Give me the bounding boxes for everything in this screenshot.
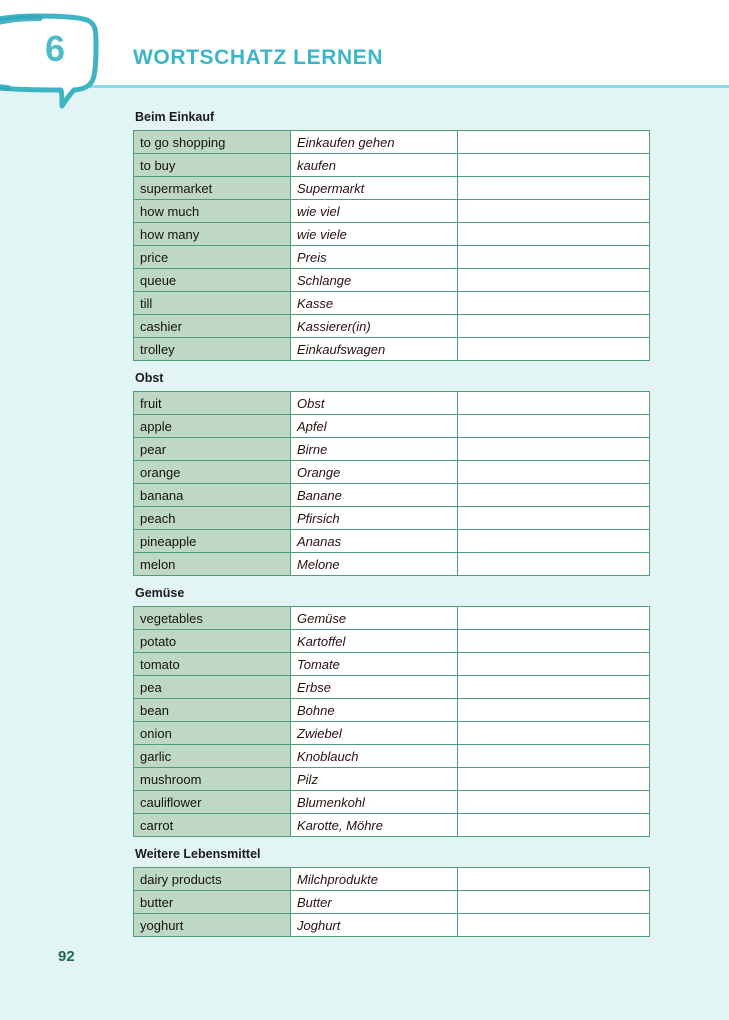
english-term-cell: fruit bbox=[134, 392, 291, 415]
english-term-cell: to buy bbox=[134, 154, 291, 177]
english-term-cell: pea bbox=[134, 676, 291, 699]
table-row bbox=[134, 630, 650, 653]
notes-write-in-cell[interactable] bbox=[458, 484, 650, 507]
notes-write-in-cell[interactable] bbox=[458, 338, 650, 361]
notes-write-in-cell[interactable] bbox=[458, 868, 650, 891]
table-row bbox=[134, 791, 650, 814]
table-row bbox=[134, 891, 650, 914]
english-term-cell: butter bbox=[134, 891, 291, 914]
english-term-cell: pineapple bbox=[134, 530, 291, 553]
notes-write-in-cell[interactable] bbox=[458, 392, 650, 415]
table-row bbox=[134, 269, 650, 292]
vocabulary-content bbox=[133, 108, 630, 939]
notes-write-in-cell[interactable] bbox=[458, 246, 650, 269]
table-row bbox=[134, 415, 650, 438]
section-title: Gemüse bbox=[135, 586, 185, 600]
english-term-cell: price bbox=[134, 246, 291, 269]
chapter-number: 6 bbox=[44, 28, 66, 69]
notes-write-in-cell[interactable] bbox=[458, 722, 650, 745]
vocab-table bbox=[133, 867, 650, 937]
table-row bbox=[134, 653, 650, 676]
notes-write-in-cell[interactable] bbox=[458, 177, 650, 200]
vocab-table bbox=[133, 130, 650, 361]
german-term-cell: Knoblauch bbox=[291, 745, 458, 768]
german-term-cell: Pfirsich bbox=[291, 507, 458, 530]
german-term-cell: wie viel bbox=[291, 200, 458, 223]
german-term-cell: Einkaufen gehen bbox=[291, 131, 458, 154]
notes-write-in-cell[interactable] bbox=[458, 200, 650, 223]
german-term-cell: Tomate bbox=[291, 653, 458, 676]
english-term-cell: bean bbox=[134, 699, 291, 722]
german-term-cell: Milchprodukte bbox=[291, 868, 458, 891]
vocab-section bbox=[133, 363, 630, 576]
german-term-cell: Einkaufswagen bbox=[291, 338, 458, 361]
vocab-table bbox=[133, 606, 650, 837]
notes-write-in-cell[interactable] bbox=[458, 530, 650, 553]
german-term-cell: Zwiebel bbox=[291, 722, 458, 745]
english-term-cell: onion bbox=[134, 722, 291, 745]
section-title: Beim Einkauf bbox=[135, 110, 215, 124]
section-title: Obst bbox=[135, 371, 164, 385]
table-row bbox=[134, 868, 650, 891]
german-term-cell: Preis bbox=[291, 246, 458, 269]
table-row bbox=[134, 768, 650, 791]
notes-write-in-cell[interactable] bbox=[458, 699, 650, 722]
english-term-cell: carrot bbox=[134, 814, 291, 837]
english-term-cell: peach bbox=[134, 507, 291, 530]
english-term-cell: how much bbox=[134, 200, 291, 223]
table-row bbox=[134, 607, 650, 630]
page-number: 92 bbox=[58, 948, 75, 965]
german-term-cell: Blumenkohl bbox=[291, 791, 458, 814]
german-term-cell: wie viele bbox=[291, 223, 458, 246]
english-term-cell: banana bbox=[134, 484, 291, 507]
notes-write-in-cell[interactable] bbox=[458, 507, 650, 530]
notes-write-in-cell[interactable] bbox=[458, 630, 650, 653]
german-term-cell: Schlange bbox=[291, 269, 458, 292]
german-term-cell: Butter bbox=[291, 891, 458, 914]
section-title: Weitere Lebensmittel bbox=[135, 847, 261, 861]
english-term-cell: orange bbox=[134, 461, 291, 484]
notes-write-in-cell[interactable] bbox=[458, 438, 650, 461]
notes-write-in-cell[interactable] bbox=[458, 745, 650, 768]
german-term-cell: Pilz bbox=[291, 768, 458, 791]
table-row bbox=[134, 200, 650, 223]
table-row bbox=[134, 530, 650, 553]
german-term-cell: Kassierer(in) bbox=[291, 315, 458, 338]
english-term-cell: dairy products bbox=[134, 868, 291, 891]
german-term-cell: Ananas bbox=[291, 530, 458, 553]
notes-write-in-cell[interactable] bbox=[458, 607, 650, 630]
german-term-cell: Banane bbox=[291, 484, 458, 507]
table-row bbox=[134, 223, 650, 246]
english-term-cell: supermarket bbox=[134, 177, 291, 200]
table-row bbox=[134, 461, 650, 484]
english-term-cell: trolley bbox=[134, 338, 291, 361]
german-term-cell: Kartoffel bbox=[291, 630, 458, 653]
german-term-cell: Kasse bbox=[291, 292, 458, 315]
english-term-cell: till bbox=[134, 292, 291, 315]
chapter-badge bbox=[0, 10, 102, 110]
notes-write-in-cell[interactable] bbox=[458, 461, 650, 484]
german-term-cell: Birne bbox=[291, 438, 458, 461]
german-term-cell: Bohne bbox=[291, 699, 458, 722]
english-term-cell: apple bbox=[134, 415, 291, 438]
table-row bbox=[134, 315, 650, 338]
english-term-cell: cauliflower bbox=[134, 791, 291, 814]
notes-write-in-cell[interactable] bbox=[458, 223, 650, 246]
english-term-cell: potato bbox=[134, 630, 291, 653]
german-term-cell: Melone bbox=[291, 553, 458, 576]
german-term-cell: Karotte, Möhre bbox=[291, 814, 458, 837]
german-term-cell: kaufen bbox=[291, 154, 458, 177]
german-term-cell: Joghurt bbox=[291, 914, 458, 937]
english-term-cell: pear bbox=[134, 438, 291, 461]
notes-write-in-cell[interactable] bbox=[458, 768, 650, 791]
german-term-cell: Erbse bbox=[291, 676, 458, 699]
english-term-cell: cashier bbox=[134, 315, 291, 338]
table-row bbox=[134, 722, 650, 745]
vocab-section bbox=[133, 839, 630, 937]
notes-write-in-cell[interactable] bbox=[458, 415, 650, 438]
notes-write-in-cell[interactable] bbox=[458, 269, 650, 292]
chapter-title: WORTSCHATZ LERNEN bbox=[133, 46, 384, 69]
table-row bbox=[134, 246, 650, 269]
notes-write-in-cell[interactable] bbox=[458, 814, 650, 837]
english-term-cell: garlic bbox=[134, 745, 291, 768]
table-row bbox=[134, 914, 650, 937]
table-row bbox=[134, 507, 650, 530]
english-term-cell: how many bbox=[134, 223, 291, 246]
english-term-cell: to go shopping bbox=[134, 131, 291, 154]
table-row bbox=[134, 745, 650, 768]
table-row bbox=[134, 438, 650, 461]
german-term-cell: Apfel bbox=[291, 415, 458, 438]
table-row bbox=[134, 177, 650, 200]
notes-write-in-cell[interactable] bbox=[458, 154, 650, 177]
table-row bbox=[134, 292, 650, 315]
german-term-cell: Orange bbox=[291, 461, 458, 484]
table-row bbox=[134, 392, 650, 415]
english-term-cell: mushroom bbox=[134, 768, 291, 791]
vocab-section bbox=[133, 578, 630, 837]
table-row bbox=[134, 338, 650, 361]
table-row bbox=[134, 131, 650, 154]
english-term-cell: queue bbox=[134, 269, 291, 292]
vocab-section bbox=[133, 108, 630, 361]
notes-write-in-cell[interactable] bbox=[458, 791, 650, 814]
english-term-cell: yoghurt bbox=[134, 914, 291, 937]
table-row bbox=[134, 484, 650, 507]
table-row bbox=[134, 553, 650, 576]
german-term-cell: Obst bbox=[291, 392, 458, 415]
notes-write-in-cell[interactable] bbox=[458, 914, 650, 937]
english-term-cell: vegetables bbox=[134, 607, 291, 630]
notes-write-in-cell[interactable] bbox=[458, 131, 650, 154]
vocab-table bbox=[133, 391, 650, 576]
table-row bbox=[134, 676, 650, 699]
notes-write-in-cell[interactable] bbox=[458, 315, 650, 338]
notes-write-in-cell[interactable] bbox=[458, 653, 650, 676]
table-row bbox=[134, 814, 650, 837]
notes-write-in-cell[interactable] bbox=[458, 553, 650, 576]
german-term-cell: Gemüse bbox=[291, 607, 458, 630]
notes-write-in-cell[interactable] bbox=[458, 676, 650, 699]
german-term-cell: Supermarkt bbox=[291, 177, 458, 200]
english-term-cell: tomato bbox=[134, 653, 291, 676]
table-row bbox=[134, 154, 650, 177]
header-divider bbox=[0, 85, 729, 88]
notes-write-in-cell[interactable] bbox=[458, 292, 650, 315]
notes-write-in-cell[interactable] bbox=[458, 891, 650, 914]
table-row bbox=[134, 699, 650, 722]
english-term-cell: melon bbox=[134, 553, 291, 576]
